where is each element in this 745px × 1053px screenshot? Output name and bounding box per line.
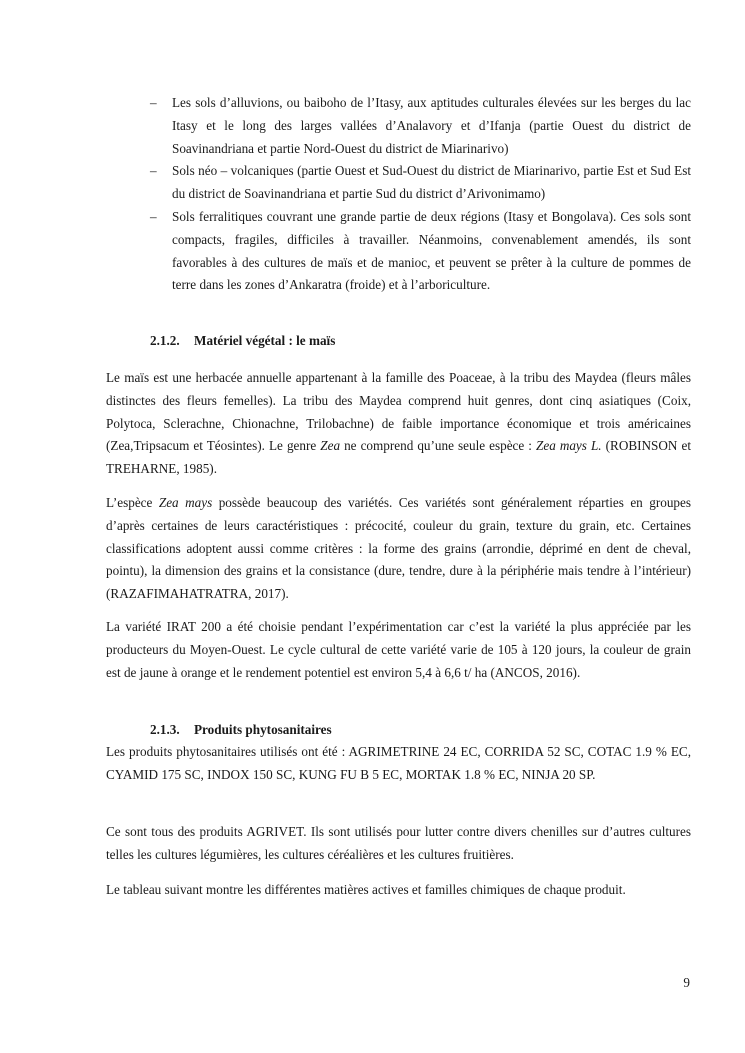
list-item bbox=[150, 92, 691, 160]
section-title: Produits phytosanitaires bbox=[194, 722, 332, 737]
text-run: possède beaucoup des variétés. Ces variétés sont généralement réparties en groupes d’après certaines de leurs caractéristiques : précocité, couleur du grain, texture du grain, etc. Certaines classifications adoptent aussi comme critères : la forme des grains (arrondie, déprimé en dent de cheval, pointu), la dimension des grains et la consistance (dure, tendre, dure à la périphérie mais tendre à l’intérieur) (RAZAFIMAHATRATRA, 2017). bbox=[106, 495, 691, 602]
text-run: Le maïs est une herbacée annuelle appartenant à la famille des Poaceae, à la tribu des Maydea (fleurs mâles distinctes des fleurs femelles). La tribu des Maydea comprend huit genres, dont cinq asiatiques (Coix, Polytoca, Sclerachne, Chionachne, Trilobachne) de faible importance économique et trois américaines (Zea,Tripsacum et Téosintes). Le genre bbox=[106, 370, 691, 454]
list-item-text: Sols néo – volcaniques (partie Ouest et Sud-Ouest du district de Miarinarivo, partie Est et Sud Est du district de Soavinandriana et partie Sud du district d’Arivonimamo) bbox=[172, 163, 691, 202]
text-run: (ROBINSON et TREHARNE, 1985). bbox=[106, 438, 691, 477]
list-item bbox=[150, 160, 691, 206]
text-run: ne comprend qu’une seule espèce : bbox=[340, 438, 536, 454]
paragraph-irat-200: La variété IRAT 200 a été choisie pendant l’expérimentation car c’est la variété la plus appréciée par les producteurs du Moyen-Ouest. Le cycle cultural de cette variété varie de 105 à 120 jours, la couleur de grain est de jaune à orange et le rendement potentiel est environ 5,4 à 6,6 t/ ha (ANCOS, 2016). bbox=[106, 619, 691, 680]
list-dash: – bbox=[150, 95, 157, 110]
list-dash: – bbox=[150, 208, 157, 224]
paragraph-table-intro: Le tableau suivant montre les différentes matières actives et familles chimiques de chaque produit. bbox=[106, 882, 626, 897]
text-run: L’espèce bbox=[106, 495, 159, 510]
list-item-text: Sols ferralitiques couvrant une grande partie de deux régions (Itasy et Bongolava). Ces sols sont compacts, fragiles, difficiles à travailler. Néanmoins, convenablement amendés, ils sont favorables à des cultures de maïs et de manioc, et peuvent se prêter à la culture de pommes de terre dans les zones d’Ankaratra (froide) et à l’arboriculture. bbox=[172, 208, 691, 293]
paragraph-mais-description bbox=[106, 367, 691, 481]
page-number: 9 bbox=[683, 975, 690, 990]
list-item-text: Les sols d’alluvions, ou baiboho de l’Itasy, aux aptitudes culturales élevées sur les berges du lac Itasy et le long des larges vallées d’Analavory et d’Ifanja (partie Ouest du district de Soavinandriana et partie Nord-Ouest du district de Miarinarivo) bbox=[172, 95, 691, 156]
italic-species: Zea mays L. bbox=[536, 438, 602, 454]
section-title: Matériel végétal : le maïs bbox=[194, 333, 336, 348]
soil-types-list bbox=[150, 92, 691, 297]
section-number: 2.1.3. bbox=[150, 722, 180, 737]
italic-species: Zea mays bbox=[158, 495, 213, 510]
section-heading-2-1-3 bbox=[150, 719, 332, 742]
paragraph-varieties bbox=[106, 492, 691, 606]
section-number: 2.1.2. bbox=[150, 333, 180, 348]
italic-genus: Zea bbox=[320, 438, 341, 454]
paragraph-products-list: Les produits phytosanitaires utilisés ont été : AGRIMETRINE 24 EC, CORRIDA 52 SC, COTAC 1.9 % EC, CYAMID 175 SC, INDOX 150 SC, KUNG FU B 5 EC, MORTAK 1.8 % EC, NINJA 20 SP. bbox=[106, 744, 691, 782]
paragraph-agrivet: Ce sont tous des produits AGRIVET. Ils sont utilisés pour lutter contre divers chenilles sur d’autres cultures telles les cultures légumières, les cultures céréalières et les cultures fruitières. bbox=[106, 824, 691, 862]
list-item bbox=[150, 206, 691, 297]
section-heading-2-1-2 bbox=[150, 330, 335, 353]
list-dash: – bbox=[150, 163, 157, 179]
